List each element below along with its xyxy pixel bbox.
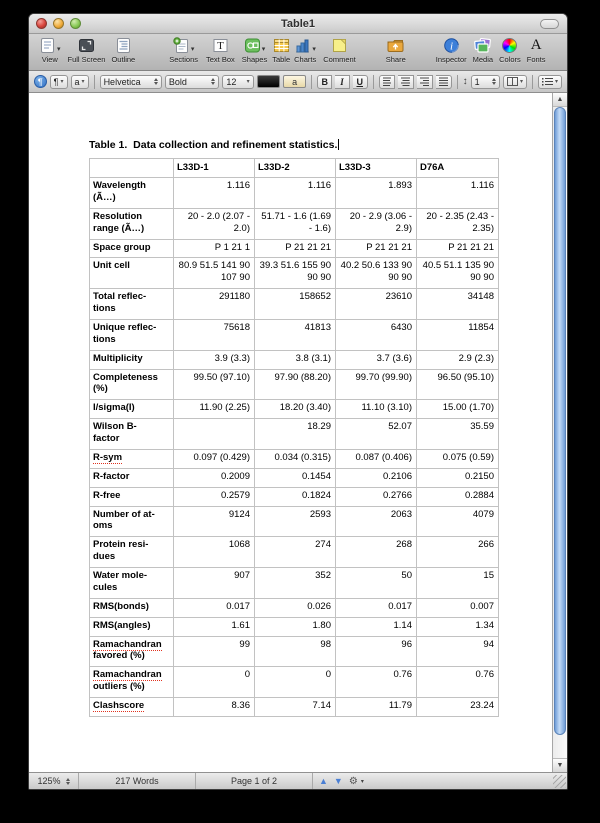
table-row (90, 698, 499, 717)
table-cell[interactable]: 0.1824 (255, 487, 336, 506)
table-cell[interactable]: 0.76 (336, 667, 417, 698)
list-icon (542, 77, 553, 86)
toolbar-item-label: Media (472, 55, 494, 64)
table-cell[interactable]: 34148 (417, 289, 499, 320)
table-cell[interactable]: 3.9 (3.3) (174, 350, 255, 369)
table-cell[interactable]: 1.61 (174, 617, 255, 636)
table-cell[interactable]: 0.017 (174, 598, 255, 617)
page-indicator[interactable]: Page 1 of 2 (196, 773, 313, 789)
table-cell[interactable]: 20 - 2.35 (2.43 - 2.35) (417, 208, 499, 239)
toolbar-item-label: Sections (169, 55, 198, 64)
table-cell[interactable]: 41813 (255, 319, 336, 350)
table-cell[interactable]: 9124 (174, 506, 255, 537)
typeface-select[interactable]: Bold (165, 75, 220, 89)
chevron-down-icon: ▾ (190, 46, 195, 53)
zoom-control[interactable]: 125% (29, 773, 79, 789)
table-cell[interactable]: 20 - 2.9 (3.06 - 2.9) (336, 208, 417, 239)
table-cell[interactable]: 99.70 (99.90) (336, 369, 417, 400)
table-cell[interactable]: 96.50 (95.10) (417, 369, 499, 400)
toolbar-item-view[interactable] (39, 36, 61, 64)
divider (373, 75, 374, 89)
table-cell[interactable]: 80.9 51.5 141 90 107 90 (174, 258, 255, 289)
table-row (90, 598, 499, 617)
table-cell[interactable]: 2.9 (2.3) (417, 350, 499, 369)
table-cell[interactable]: 15.00 (1.70) (417, 400, 499, 419)
table-row (90, 419, 499, 450)
table-row (90, 239, 499, 258)
document-area[interactable] (29, 93, 567, 772)
chevron-down-icon: ▾ (360, 778, 364, 785)
chevron-down-icon: ▾ (246, 79, 250, 85)
table-cell[interactable]: P 21 21 21 (255, 239, 336, 258)
table-row (90, 468, 499, 487)
columns-icon (507, 77, 518, 86)
share-icon (386, 36, 405, 55)
toolbar-item-label: Outline (111, 55, 136, 64)
table-cell[interactable]: 23610 (336, 289, 417, 320)
stepper-icon (211, 78, 215, 85)
misspelled-word: Ramachandran (93, 669, 162, 681)
row-label[interactable]: R-free (90, 487, 174, 506)
column-header[interactable]: L33D-2 (255, 159, 336, 178)
line-spacing-select[interactable]: 1 (471, 75, 500, 89)
table-cell[interactable]: 23.24 (417, 698, 499, 717)
text-box-icon (212, 36, 229, 55)
table-cell[interactable]: 8.36 (174, 698, 255, 717)
paragraph-style-dropdown[interactable]: ¶ ▾ (50, 75, 68, 89)
gear-icon[interactable]: ⚙ (348, 775, 358, 787)
toolbar-item-fonts[interactable] (527, 36, 546, 64)
misspelled-word: Clashscore (93, 700, 145, 711)
table-row (90, 667, 499, 698)
column-header[interactable]: L33D-3 (336, 159, 417, 178)
toolbar-item-label: Share (385, 55, 406, 64)
toolbar-item-outline[interactable] (111, 36, 135, 64)
table-cell[interactable]: 94 (417, 636, 499, 667)
row-label[interactable]: RMS(bonds) (90, 598, 174, 617)
row-label[interactable]: R-factor (90, 468, 174, 487)
text-color-well[interactable] (257, 75, 280, 88)
table-header-row (90, 159, 499, 178)
row-label[interactable]: Space group (90, 239, 174, 258)
table-cell[interactable]: 0.2106 (336, 468, 417, 487)
table-cell[interactable]: 96 (336, 636, 417, 667)
table-cell[interactable]: 11.79 (336, 698, 417, 717)
align-right-button[interactable] (417, 75, 433, 89)
highlight-color-well[interactable]: a (283, 75, 306, 88)
table-cell[interactable]: 0.2579 (174, 487, 255, 506)
table-cell[interactable]: 2593 (255, 506, 336, 537)
stepper-icon (154, 78, 158, 85)
scroll-up-button[interactable]: ▲ (553, 93, 567, 107)
row-label[interactable]: Resolution range (Ã…) (90, 208, 174, 239)
table-cell[interactable]: 52.07 (336, 419, 417, 450)
row-label[interactable]: Water mole- cules (90, 568, 174, 599)
table-cell[interactable]: 7.14 (255, 698, 336, 717)
table-cell[interactable]: 352 (255, 568, 336, 599)
toolbar-item-label: Charts (294, 55, 317, 64)
row-label[interactable]: Ramachandran outliers (%) (90, 667, 174, 698)
previous-page-button[interactable]: ▲ (319, 775, 328, 786)
table-cell[interactable]: 6430 (336, 319, 417, 350)
table-cell[interactable]: 1.116 (417, 178, 499, 209)
align-center-button[interactable] (398, 75, 414, 89)
toolbar-item-inspector[interactable] (436, 36, 467, 64)
chevron-down-icon: ▾ (57, 46, 61, 53)
font-size-select[interactable]: 12 ▾ (222, 75, 253, 89)
table-row (90, 617, 499, 636)
table-cell[interactable]: 0.76 (417, 667, 499, 698)
toolbar-item-label: Inspector (435, 55, 467, 64)
main-toolbar (29, 34, 567, 71)
table-cell[interactable]: 1.80 (255, 617, 336, 636)
table-cell[interactable]: 268 (336, 537, 417, 568)
table-row (90, 449, 499, 468)
scroll-down-button[interactable]: ▼ (553, 758, 567, 772)
table-cell[interactable]: 1.893 (336, 178, 417, 209)
app-window (28, 13, 568, 790)
underline-button[interactable]: U (353, 75, 368, 89)
table-icon (273, 36, 290, 55)
row-label[interactable]: RMS(angles) (90, 617, 174, 636)
table-cell[interactable]: 158652 (255, 289, 336, 320)
toolbar-item-comment[interactable] (323, 36, 356, 64)
toolbar-item-label: Fonts (526, 55, 546, 64)
align-left-button[interactable] (379, 75, 395, 89)
statistics-table[interactable] (89, 158, 499, 717)
outline-icon (115, 36, 132, 55)
table-cell[interactable]: 0.2766 (336, 487, 417, 506)
table-cell[interactable]: 0.075 (0.59) (417, 449, 499, 468)
divider (532, 75, 533, 89)
table-cell[interactable]: 907 (174, 568, 255, 599)
font-family-select[interactable]: Helvetica (100, 75, 162, 89)
chevron-down-icon: ▾ (554, 79, 558, 85)
table-row (90, 208, 499, 239)
table-cell[interactable]: 0.2150 (417, 468, 499, 487)
window-controls (36, 18, 81, 29)
table-cell[interactable]: 20 - 2.0 (2.07 - 2.0) (174, 208, 255, 239)
toolbar-item-colors[interactable] (499, 36, 521, 64)
misspelled-word: R-sym (93, 451, 123, 463)
svg-text:i: i (449, 40, 453, 53)
table-cell[interactable]: 0.087 (0.406) (336, 449, 417, 468)
table-cell[interactable]: 291180 (174, 289, 255, 320)
table-cell[interactable]: 0 (174, 667, 255, 698)
toolbar-item-label: Comment (323, 55, 356, 64)
line-spacing-icon: ↕ (462, 76, 468, 87)
scrollbar-thumb[interactable] (554, 107, 566, 735)
chevron-down-icon: ▾ (312, 46, 316, 53)
zoom-button[interactable] (70, 18, 81, 29)
view-icon (39, 36, 61, 55)
row-label[interactable]: Total reflec- tions (90, 289, 174, 320)
svg-text:T: T (217, 40, 224, 52)
toolbar-item-full-screen[interactable] (68, 36, 106, 64)
row-label[interactable]: I/sigma(I) (90, 400, 174, 419)
chevron-down-icon: ▾ (60, 79, 64, 85)
status-bar (29, 772, 567, 789)
vertical-scrollbar[interactable] (552, 93, 567, 772)
table-cell[interactable]: 1.116 (174, 178, 255, 209)
table-cell[interactable]: 3.8 (3.1) (255, 350, 336, 369)
media-icon (473, 36, 492, 55)
table-cell[interactable]: 0.2009 (174, 468, 255, 487)
row-label[interactable]: Number of at- oms (90, 506, 174, 537)
chevron-down-icon: ▾ (261, 46, 266, 53)
bold-button[interactable]: B (317, 75, 332, 89)
row-label[interactable]: Wilson B- factor (90, 419, 174, 450)
character-style-dropdown[interactable]: a ▾ (71, 75, 89, 89)
row-label[interactable] (90, 698, 174, 717)
table-cell[interactable]: 15 (417, 568, 499, 599)
comment-icon (331, 36, 348, 55)
table-row (90, 319, 499, 350)
table-cell[interactable] (174, 419, 255, 450)
toolbar-item-label: Table (272, 55, 291, 64)
table-cell[interactable]: 39.3 51.6 155 90 90 90 (255, 258, 336, 289)
align-justify-icon (439, 77, 448, 86)
table-cell[interactable]: 99 (174, 636, 255, 667)
align-justify-button[interactable] (436, 75, 452, 89)
chevron-down-icon: ▾ (519, 79, 523, 85)
table-cell[interactable]: 0.1454 (255, 468, 336, 487)
window-title: Table1 (280, 17, 316, 30)
page-navigation (313, 773, 370, 789)
divider (311, 75, 312, 89)
format-bar (29, 71, 567, 93)
table-row (90, 350, 499, 369)
table-row (90, 258, 499, 289)
table-row (90, 506, 499, 537)
table-cell[interactable]: 11854 (417, 319, 499, 350)
stepper-icon (492, 78, 496, 85)
toolbar-item-label: Colors (499, 55, 521, 64)
table-cell[interactable]: 40.2 50.6 133 90 90 90 (336, 258, 417, 289)
align-left-icon (383, 77, 391, 86)
toolbar-item-label: View (41, 55, 58, 64)
misspelled-word: Ramachandran (93, 638, 162, 650)
row-label[interactable]: Multiplicity (90, 350, 174, 369)
toolbar-toggle-button[interactable] (540, 19, 559, 29)
table-cell[interactable]: 18.20 (3.40) (255, 400, 336, 419)
table-cell[interactable]: 18.29 (255, 419, 336, 450)
toolbar-item-table[interactable] (272, 36, 290, 64)
table-cell[interactable]: 50 (336, 568, 417, 599)
table-cell[interactable]: 4079 (417, 506, 499, 537)
shapes-icon (244, 36, 266, 55)
table-cell[interactable]: 35.59 (417, 419, 499, 450)
table-row (90, 289, 499, 320)
table-cell[interactable]: 0.097 (0.429) (174, 449, 255, 468)
table-cell[interactable]: 0.026 (255, 598, 336, 617)
toolbar-item-share[interactable] (386, 36, 406, 64)
toolbar-item-media[interactable] (473, 36, 493, 64)
minimize-button[interactable] (53, 18, 64, 29)
toolbar-item-charts[interactable] (294, 36, 316, 64)
table-cell[interactable]: 0.007 (417, 598, 499, 617)
table-cell[interactable]: 0 (255, 667, 336, 698)
align-center-icon (401, 77, 410, 86)
row-label[interactable]: Protein resi- dues (90, 537, 174, 568)
table-cell[interactable]: 40.5 51.1 135 90 90 90 (417, 258, 499, 289)
table-row (90, 537, 499, 568)
word-count[interactable]: 217 Words (79, 773, 196, 789)
row-label[interactable]: Unit cell (90, 258, 174, 289)
close-button[interactable] (36, 18, 47, 29)
table-cell[interactable]: 11.90 (2.25) (174, 400, 255, 419)
table-cell[interactable]: 75618 (174, 319, 255, 350)
table-cell[interactable]: 99.50 (97.10) (174, 369, 255, 400)
divider (457, 75, 458, 89)
columns-select[interactable] (503, 75, 527, 89)
row-label[interactable]: Unique reflec- tions (90, 319, 174, 350)
column-header[interactable]: L33D-1 (174, 159, 255, 178)
table-cell[interactable]: 11.10 (3.10) (336, 400, 417, 419)
table-caption[interactable]: Table 1. Data collection and refinement statistics. (89, 139, 338, 151)
table-cell[interactable]: 1.34 (417, 617, 499, 636)
table-cell[interactable]: 0.017 (336, 598, 417, 617)
toolbar-item-text-box[interactable] (206, 36, 235, 64)
next-page-button[interactable]: ▼ (333, 775, 343, 786)
toolbar-item-label: Full Screen (67, 55, 106, 64)
text-cursor (338, 139, 339, 150)
fonts-icon: A (530, 37, 542, 53)
column-header[interactable]: D76A (417, 159, 499, 178)
style-drawer-button[interactable]: ¶ (34, 75, 47, 88)
row-label[interactable]: Completeness (%) (90, 369, 174, 400)
align-right-icon (420, 77, 429, 86)
toolbar-item-shapes[interactable] (242, 36, 267, 64)
table-cell[interactable]: 51.71 - 1.6 (1.69 - 1.6) (255, 208, 336, 239)
table-row (90, 568, 499, 599)
italic-button[interactable]: I (335, 75, 350, 89)
sections-icon (173, 36, 195, 55)
table-cell[interactable]: 3.7 (3.6) (336, 350, 417, 369)
charts-icon (294, 36, 316, 55)
toolbar-item-sections[interactable] (169, 36, 198, 64)
toolbar-item-label: Text Box (206, 55, 235, 64)
table-row (90, 636, 499, 667)
inspector-icon (443, 36, 460, 55)
table-cell[interactable]: 0.034 (0.315) (255, 449, 336, 468)
resize-grip[interactable] (553, 775, 566, 788)
table-cell[interactable]: 2063 (336, 506, 417, 537)
table-cell[interactable]: 1.116 (255, 178, 336, 209)
table-row (90, 400, 499, 419)
row-label[interactable] (90, 449, 174, 468)
table-cell[interactable]: 1068 (174, 537, 255, 568)
table-cell[interactable]: 274 (255, 537, 336, 568)
colors-icon (502, 36, 517, 55)
row-label[interactable]: Wavelength (Ã…) (90, 178, 174, 209)
table-cell[interactable]: 98 (255, 636, 336, 667)
table-cell[interactable]: 97.90 (88.20) (255, 369, 336, 400)
table-cell[interactable]: 0.2884 (417, 487, 499, 506)
title-bar[interactable] (29, 14, 567, 34)
table-row (90, 178, 499, 209)
list-style-select[interactable] (538, 75, 562, 89)
table-cell[interactable]: P 21 21 21 (336, 239, 417, 258)
row-label[interactable]: Ramachandran favored (%) (90, 636, 174, 667)
column-header[interactable] (90, 159, 174, 178)
table-row (90, 487, 499, 506)
table-cell[interactable]: P 1 21 1 (174, 239, 255, 258)
table-cell[interactable]: 1.14 (336, 617, 417, 636)
chevron-down-icon: ▾ (81, 79, 85, 85)
full-screen-icon (78, 36, 95, 55)
divider (94, 75, 95, 89)
table-row (90, 369, 499, 400)
toolbar-item-label: Shapes (241, 55, 268, 64)
zoom-stepper-icon (66, 778, 70, 785)
table-cell[interactable]: 266 (417, 537, 499, 568)
table-cell[interactable]: P 21 21 21 (417, 239, 499, 258)
